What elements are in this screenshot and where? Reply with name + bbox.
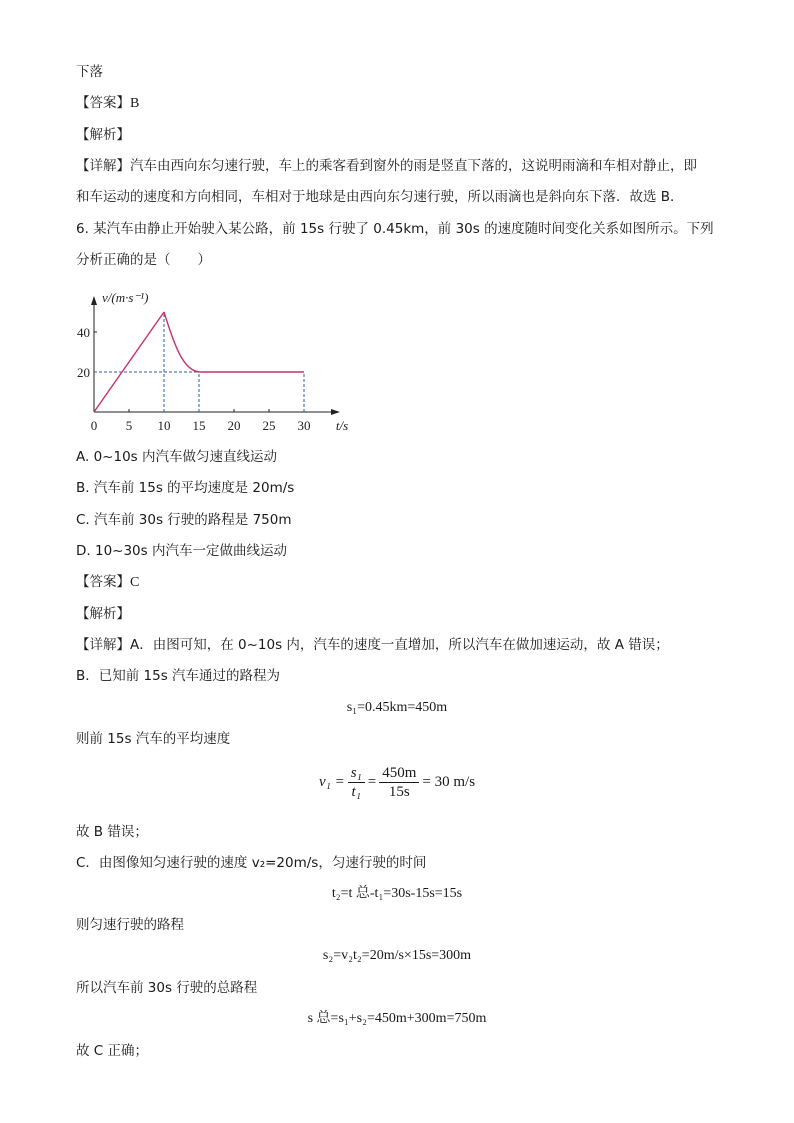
fraction-denominator: t₁ (351, 783, 361, 800)
option-c: C. 汽车前 30s 行驶的路程是 750m (76, 512, 292, 528)
answer-value: C (130, 575, 140, 590)
answer-value: B (130, 96, 140, 111)
x-tick-label: 0 (90, 418, 98, 433)
text-line: C．由图像知匀速行驶的速度 v₂=20m/s，匀速行驶的时间 (76, 855, 427, 871)
formula-t2: t₂=t 总-t₁=30s-15s=15s (331, 886, 463, 901)
answer-line-5 (76, 93, 139, 114)
question-6-line: 6. 某汽车由静止开始驶入某公路，前 15s 行驶了 0.45km，前 30s 的速度随时间变化关系如图所示。下列 (76, 221, 714, 237)
detail-line (76, 635, 669, 655)
text-line: B．已知前 15s 汽车通过的路程为 (76, 668, 281, 684)
text-line: 故 B 错误； (76, 824, 148, 840)
x-tick-label: 15 (192, 418, 206, 433)
option-d: D. 10~30s 内汽车一定做曲线运动 (76, 543, 287, 559)
detail-label: 【详解】 (76, 637, 130, 653)
equals-sign: = (367, 773, 377, 790)
fraction (379, 764, 419, 801)
fraction-numerator: s₁ (348, 764, 365, 783)
x-tick-label: 20 (227, 418, 241, 433)
y-tick-label: 20 (77, 365, 90, 380)
x-tick-label: 25 (262, 418, 276, 433)
series-line (94, 312, 164, 412)
x-axis-arrow (331, 409, 340, 415)
text-line: 则前 15s 汽车的平均速度 (76, 731, 231, 747)
velocity-time-chart (68, 280, 368, 440)
formula-s1: s₁=0.45km=450m (346, 700, 448, 715)
detail-text: A．由图可知，在 0~10s 内，汽车的速度一直增加，所以汽车在做加速运动，故 A 错误； (130, 637, 669, 653)
detail-label: 【详解】 (76, 158, 130, 174)
formula-lhs: v₁ = (318, 773, 345, 790)
detail-line (76, 156, 697, 176)
answer-label: 【答案】 (76, 95, 130, 111)
fraction (348, 764, 365, 801)
x-tick-label: 10 (157, 418, 171, 433)
text-line: 则匀速行驶的路程 (76, 917, 184, 933)
series-line (164, 312, 199, 372)
option-b: B. 汽车前 15s 的平均速度是 20m/s (76, 480, 295, 496)
answer-line-6 (76, 572, 139, 593)
option-a: A. 0~10s 内汽车做匀速直线运动 (76, 449, 277, 465)
formula-total: s 总=s₁+s₂=450m+300m=750m (307, 1011, 487, 1026)
fraction-denominator: 15s (388, 783, 410, 800)
fraction-numerator: 450m (379, 764, 419, 783)
answer-label: 【答案】 (76, 574, 130, 590)
text-line: 所以汽车前 30s 行驶的总路程 (76, 980, 258, 996)
formula-rhs: = 30 m/s (422, 773, 476, 790)
x-tick-label: 5 (125, 418, 133, 433)
formula-average-speed (0, 762, 794, 802)
detail-text: 汽车由西向东匀速行驶，车上的乘客看到窗外的雨是竖直下落的，这说明雨滴和车相对静止，即 (130, 158, 697, 174)
y-axis-label: v/(m·s⁻¹) (102, 290, 149, 305)
y-axis-arrow (91, 296, 97, 305)
x-axis-label: t/s (335, 418, 349, 433)
x-tick-label: 30 (297, 418, 311, 433)
question-6-line: 分析正确的是（ ） (76, 252, 211, 268)
y-tick-label: 40 (77, 325, 90, 340)
formula-s2: s₂=v₂t₂=20m/s×15s=300m (322, 948, 472, 963)
analysis-label: 【解析】 (76, 127, 130, 143)
detail-line: 和车运动的速度和方向相同，车相对于地球是由西向东匀速行驶，所以雨滴也是斜向东下落．故选 B． (76, 189, 684, 205)
text-line: 故 C 正确； (76, 1043, 149, 1059)
text-line: 下落 (76, 64, 103, 80)
analysis-label: 【解析】 (76, 606, 130, 622)
